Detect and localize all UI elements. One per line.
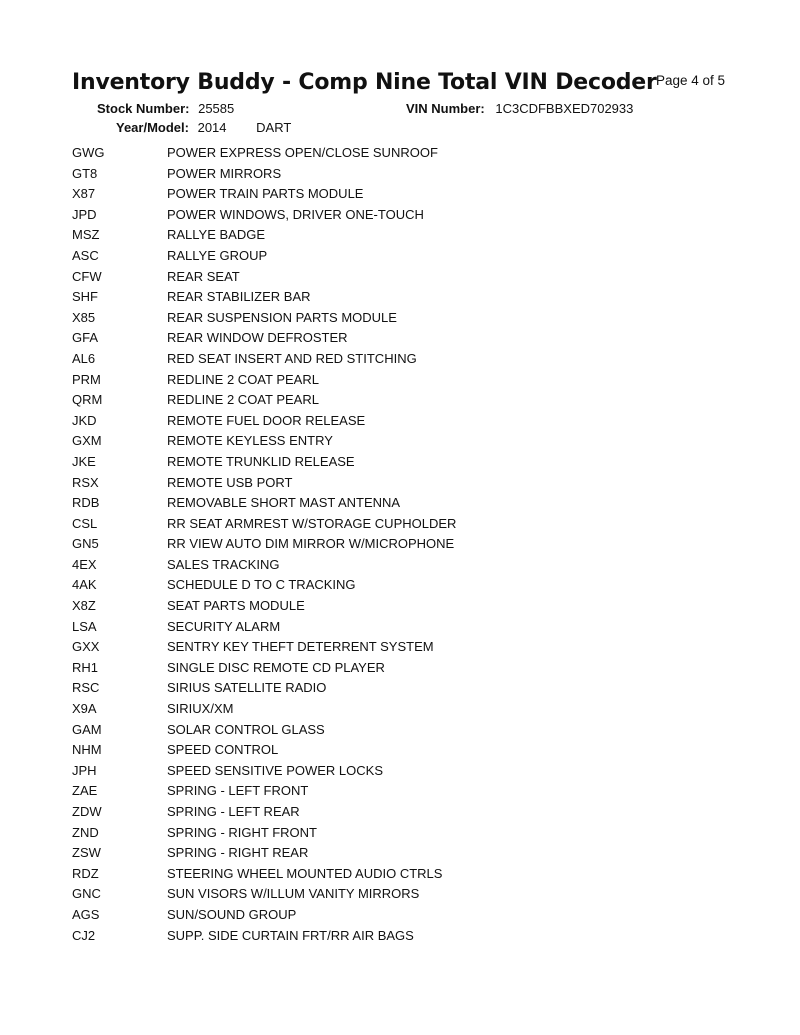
option-description: SPRING - LEFT FRONT: [167, 783, 309, 799]
option-code: AGS: [72, 906, 100, 922]
option-code: ZND: [72, 824, 99, 840]
option-description: SUN/SOUND GROUP: [167, 906, 297, 922]
option-description: SPRING - RIGHT REAR: [167, 845, 309, 861]
option-description: REAR SUSPENSION PARTS MODULE: [167, 309, 397, 325]
option-code: GNC: [72, 886, 101, 902]
option-description: SECURITY ALARM: [167, 618, 281, 634]
option-code: RDZ: [72, 865, 99, 881]
page-number: Page 4 of 5: [656, 73, 726, 88]
option-description: REMOTE FUEL DOOR RELEASE: [167, 412, 366, 428]
option-code: AL6: [72, 350, 96, 366]
stock-number-field: [97, 101, 234, 116]
option-description: STEERING WHEEL MOUNTED AUDIO CTRLS: [167, 865, 443, 881]
option-description: SPEED CONTROL: [167, 742, 279, 758]
option-description: SENTRY KEY THEFT DETERRENT SYSTEM: [167, 639, 434, 655]
year-value: 2014: [197, 120, 227, 135]
option-code: 4AK: [72, 577, 97, 593]
option-code: GT8: [72, 165, 98, 181]
stock-number-label: Stock Number:: [97, 101, 190, 116]
page-title: Inventory Buddy - Comp Nine Total VIN Decoder: [72, 70, 657, 95]
model-value: DART: [256, 120, 292, 135]
option-description: SPRING - RIGHT FRONT: [167, 824, 317, 840]
option-code: RSC: [72, 680, 100, 696]
option-description: SIRIUS SATELLITE RADIO: [167, 680, 327, 696]
option-code: ASC: [72, 247, 99, 263]
year-model-field: [116, 120, 291, 135]
option-description: SPEED SENSITIVE POWER LOCKS: [167, 762, 383, 778]
option-code: PRM: [72, 371, 101, 387]
option-code: JKE: [72, 453, 96, 469]
option-code: GN5: [72, 536, 99, 552]
option-code: NHM: [72, 742, 102, 758]
option-code: MSZ: [72, 227, 100, 243]
option-code: ZDW: [72, 804, 102, 819]
option-code: ZSW: [72, 845, 101, 861]
option-description: SIRIUX/XM: [167, 701, 234, 717]
option-description: SPRING - LEFT REAR: [167, 804, 300, 819]
option-description: RED SEAT INSERT AND RED STITCHING: [167, 350, 417, 366]
option-description: REAR WINDOW DEFROSTER: [167, 330, 348, 346]
option-code: CJ2: [72, 927, 96, 943]
option-description: REDLINE 2 COAT PEARL: [167, 392, 319, 408]
option-description: RR SEAT ARMREST W/STORAGE CUPHOLDER: [167, 515, 457, 531]
vin-number-label: VIN Number:: [406, 101, 485, 116]
vin-number-field: [406, 101, 633, 116]
option-description: REAR SEAT: [167, 268, 240, 284]
option-code: RH1: [72, 659, 99, 675]
option-description: SUPP. SIDE CURTAIN FRT/RR AIR BAGS: [167, 927, 414, 943]
option-code: JKD: [72, 412, 97, 428]
option-description: POWER WINDOWS, DRIVER ONE-TOUCH: [167, 206, 424, 222]
option-code: JPH: [72, 762, 97, 778]
option-code: QRM: [72, 392, 103, 408]
option-description: REMOTE KEYLESS ENTRY: [167, 433, 333, 449]
option-code: GWG: [72, 145, 105, 160]
option-description: POWER EXPRESS OPEN/CLOSE SUNROOF: [167, 145, 438, 160]
option-code: 4EX: [72, 556, 97, 572]
option-code: ZAE: [72, 783, 98, 799]
option-description: POWER TRAIN PARTS MODULE: [167, 186, 364, 202]
option-code: JPD: [72, 206, 97, 222]
option-code: GXX: [72, 639, 100, 655]
option-description: REMOTE USB PORT: [167, 474, 293, 490]
option-description: REAR STABILIZER BAR: [167, 289, 311, 305]
vin-number-value: 1C3CDFBBXED702933: [495, 101, 634, 116]
option-description: SUN VISORS W/ILLUM VANITY MIRRORS: [167, 886, 420, 902]
option-description: SINGLE DISC REMOTE CD PLAYER: [167, 659, 385, 675]
option-code: X8Z: [72, 598, 96, 614]
option-code: LSA: [72, 618, 97, 634]
year-model-label: Year/Model:: [116, 120, 189, 135]
option-description: RALLYE BADGE: [167, 227, 266, 243]
option-code: SHF: [72, 289, 98, 305]
option-code: CSL: [72, 515, 98, 531]
option-code: X85: [72, 309, 96, 325]
option-description: REMOVABLE SHORT MAST ANTENNA: [167, 495, 401, 511]
option-description: REMOTE TRUNKLID RELEASE: [167, 453, 355, 469]
option-code: GXM: [72, 433, 102, 449]
option-description: POWER MIRRORS: [167, 165, 282, 181]
option-code: CFW: [72, 268, 102, 284]
option-description: SCHEDULE D TO C TRACKING: [167, 577, 356, 593]
option-description: SALES TRACKING: [167, 556, 280, 572]
stock-number-value: 25585: [198, 101, 235, 116]
option-code: X9A: [72, 701, 97, 717]
option-description: REDLINE 2 COAT PEARL: [167, 371, 319, 387]
option-description: SEAT PARTS MODULE: [167, 598, 305, 614]
option-code: X87: [72, 186, 96, 202]
option-description: RR VIEW AUTO DIM MIRROR W/MICROPHONE: [167, 536, 455, 552]
option-code: GAM: [72, 721, 102, 737]
option-code: GFA: [72, 330, 99, 346]
option-code: RSX: [72, 474, 99, 490]
option-description: RALLYE GROUP: [167, 247, 268, 263]
option-description: SOLAR CONTROL GLASS: [167, 721, 325, 737]
option-code: RDB: [72, 495, 100, 511]
